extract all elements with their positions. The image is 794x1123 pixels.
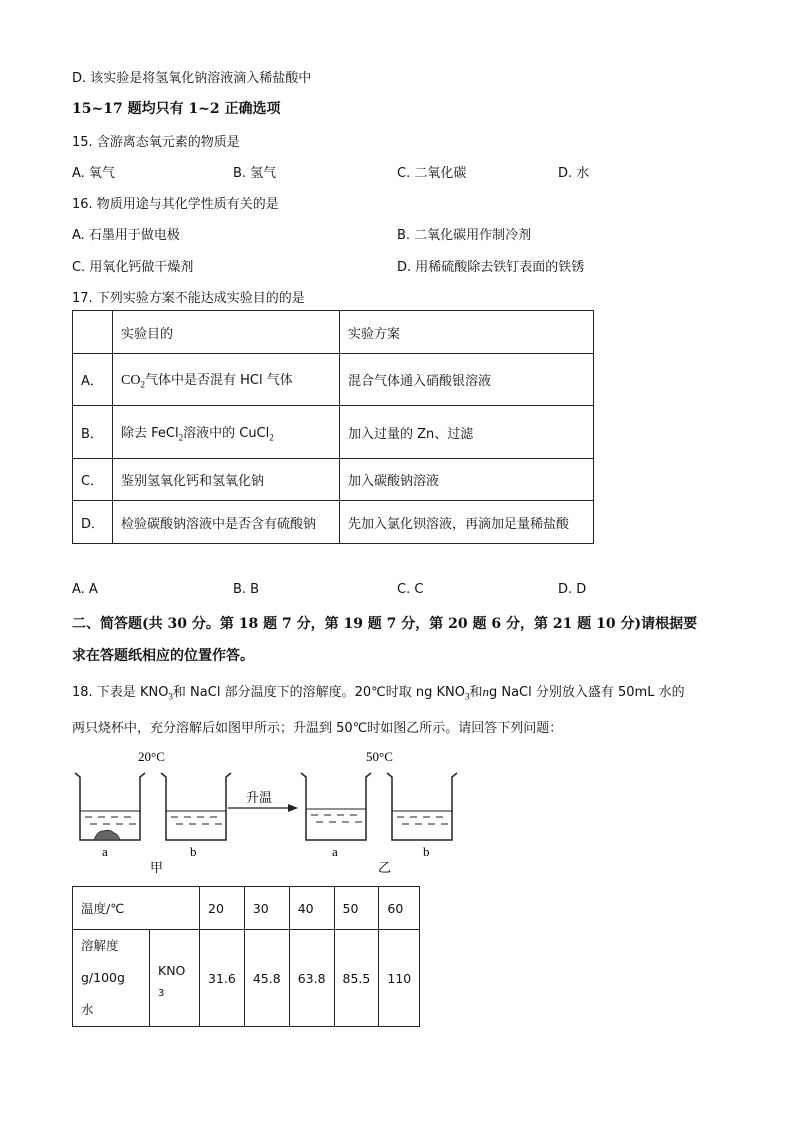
beaker-a-left — [75, 773, 145, 840]
q17-row-plan: 混合气体通入硝酸银溶液 — [340, 354, 594, 406]
beaker-a-right — [301, 773, 371, 840]
q15-option-c: C. 二氧化碳 — [397, 166, 467, 181]
temp-cell: 60 — [379, 887, 420, 930]
beaker-label-a: a — [102, 844, 108, 859]
q17-header-purpose: 实验目的 — [113, 311, 340, 354]
beaker-figure — [70, 745, 470, 875]
q17-answer-d: D. D — [558, 582, 587, 597]
q17-table — [72, 310, 594, 544]
text: g NaCl 分别放入盛有 50mL 水的 — [488, 685, 685, 700]
temp-label-20: 20°C — [138, 749, 165, 764]
subscript: 2 — [269, 432, 274, 443]
temp-cell: 50 — [334, 887, 379, 930]
subscript: 3 — [464, 691, 470, 702]
subscript: 2 — [140, 379, 145, 390]
q18-stem-line2: 两只烧杯中，充分溶解后如图甲所示；升温到 50℃时如图乙所示。请回答下列问题： — [72, 721, 563, 736]
section2-heading-line1: 二、简答题(共 30 分。第 18 题 7 分，第 19 题 7 分，第 20 题 6 分，第 21 题 10 分)请根据要 — [72, 616, 698, 632]
temp-cell: 20 — [200, 887, 245, 930]
q18-stem-line1 — [72, 681, 685, 702]
q18-solubility-table — [72, 886, 420, 1027]
beaker-label-b-right: b — [423, 844, 430, 859]
solubility-label-line1: 溶解度 — [81, 938, 119, 953]
text: 除去 FeCl — [121, 425, 179, 441]
temp-label-50: 50°C — [366, 749, 393, 764]
q15-option-d: D. 水 — [558, 166, 590, 181]
q15-option-a: A. 氧气 — [72, 166, 115, 181]
q17-stem: 17. 下列实验方案不能达成实验目的的是 — [72, 291, 305, 306]
kno3-value: 110 — [379, 930, 420, 1027]
solubility-label-line2: g/100g 水 — [81, 970, 125, 1017]
table-row — [73, 501, 594, 544]
beaker-label-b: b — [190, 844, 197, 859]
formula-co2: CO — [121, 373, 141, 389]
solubility-label — [73, 930, 150, 1027]
table-cell — [73, 311, 113, 354]
text: 和 — [469, 685, 483, 700]
beaker-label-a-right: a — [332, 844, 338, 859]
q17-row-purpose — [113, 354, 340, 406]
subscript: 2 — [178, 432, 184, 443]
q17-answer-b: B. B — [233, 582, 260, 597]
q17-row-plan: 先加入氯化钡溶液，再滴加足量稀盐酸 — [340, 501, 594, 544]
figure-caption-jia: 甲 — [150, 861, 164, 875]
q17-row-label: D． — [73, 501, 113, 544]
kno3-value: 45.8 — [244, 930, 289, 1027]
q17-row-plan: 加入过量的 Zn、过滤 — [340, 406, 594, 459]
substance-label — [150, 930, 200, 1027]
text: 气体中是否混有 HCl 气体 — [144, 373, 293, 389]
q17-answer-c: C. C — [397, 582, 424, 597]
q17-row-purpose — [113, 406, 340, 459]
subscript: 3 — [168, 691, 173, 702]
section-note: 15~17 题均只有 1~2 正确选项 — [72, 101, 281, 117]
q17-row-label: A． — [73, 354, 113, 406]
table-row — [73, 406, 594, 459]
q16-option-a: A. 石墨用于做电极 — [72, 228, 180, 243]
temp-cell: 40 — [289, 887, 334, 930]
figure-caption-yi: 乙 — [378, 861, 392, 875]
q17-row-plan: 加入碳酸钠溶液 — [340, 459, 594, 501]
q17-row-purpose: 检验碳酸钠溶液中是否含有硫酸钠 — [113, 501, 340, 544]
variable-n: n — [482, 684, 489, 699]
arrow-label: 升温 — [246, 791, 273, 806]
q16-option-b: B. 二氧化碳用作制冷剂 — [397, 228, 532, 243]
q17-answer-a: A. A — [72, 582, 98, 597]
table-row — [73, 930, 420, 1027]
substance-subscript: 3 — [158, 988, 165, 999]
q14-option-d: D. 该实验是将氢氧化钠溶液滴入稀盐酸中 — [72, 71, 312, 86]
text: 18. 下表是 KNO — [72, 685, 169, 700]
q15-option-b: B. 氢气 — [233, 166, 277, 181]
q16-option-d: D. 用稀硫酸除去铁钉表面的铁锈 — [397, 260, 585, 275]
table-row — [73, 311, 594, 354]
kno3-value: 85.5 — [334, 930, 379, 1027]
beaker-b-right — [387, 773, 457, 840]
temp-cell: 30 — [244, 887, 289, 930]
substance-name: KNO — [158, 963, 186, 978]
table-row — [73, 354, 594, 406]
q16-stem: 16. 物质用途与其化学性质有关的是 — [72, 197, 279, 212]
kno3-value: 63.8 — [289, 930, 334, 1027]
q17-row-label: B． — [73, 406, 113, 459]
q16-option-c: C. 用氧化钙做干燥剂 — [72, 260, 194, 275]
kno3-value: 31.6 — [200, 930, 245, 1027]
beaker-b-left — [161, 773, 231, 840]
table-row — [73, 887, 420, 930]
section2-heading-line2: 求在答题纸相应的位置作答。 — [72, 648, 254, 664]
text: 溶液中的 CuCl — [183, 425, 270, 441]
q15-stem: 15. 含游离态氧元素的物质是 — [72, 135, 240, 150]
temp-header: 温度/℃ — [73, 887, 200, 930]
q17-header-plan: 实验方案 — [340, 311, 594, 354]
table-row — [73, 459, 594, 501]
q17-row-purpose: 鉴别氢氧化钙和氢氧化钠 — [113, 459, 340, 501]
text: 和 NaCl 部分温度下的溶解度。20℃时取 ng KNO — [172, 685, 465, 700]
q17-row-label: C． — [73, 459, 113, 501]
